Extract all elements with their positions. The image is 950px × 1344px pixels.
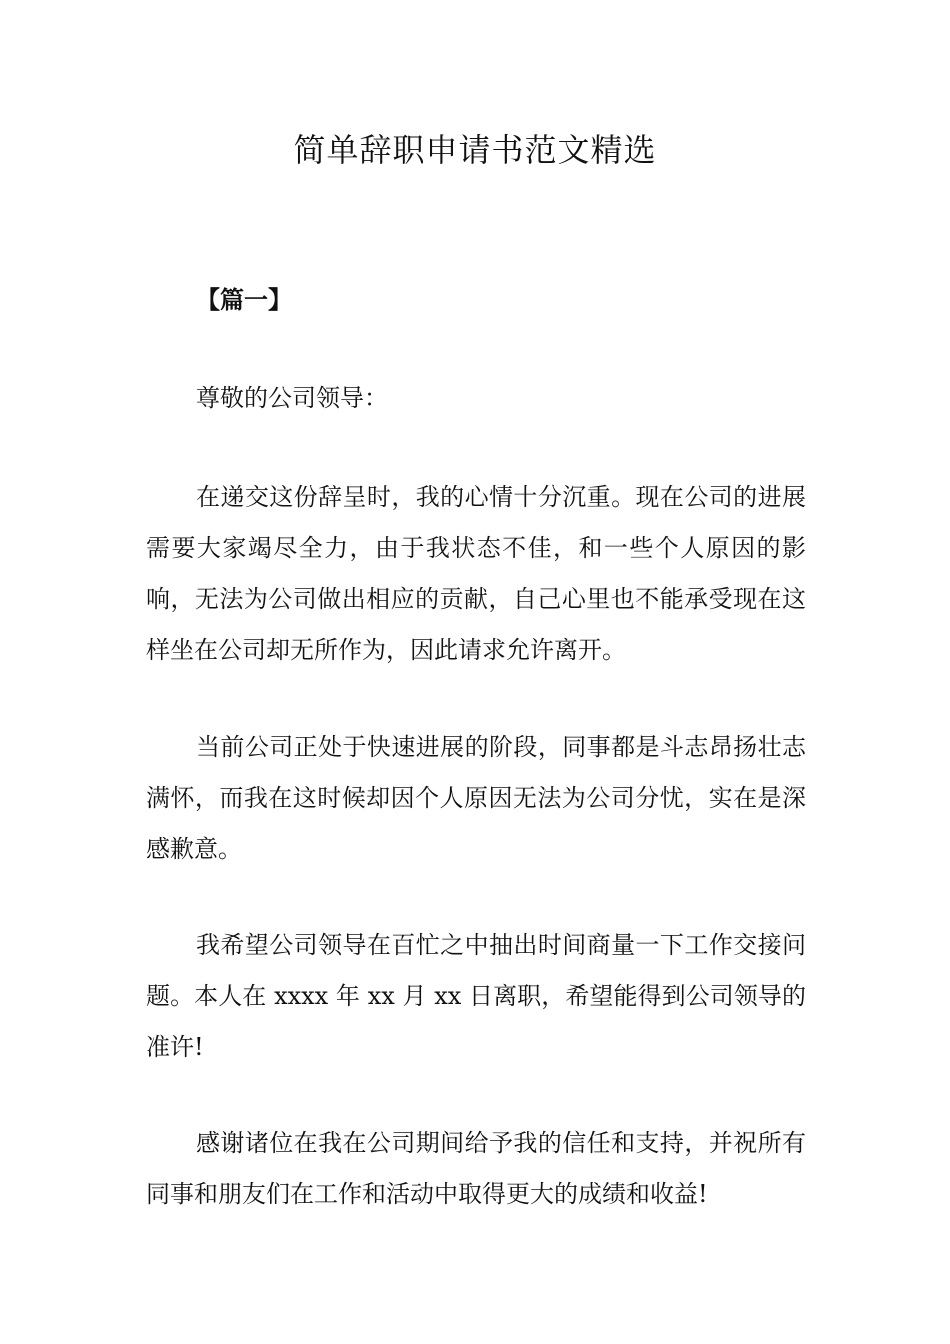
document-title: 简单辞职申请书范文精选: [293, 131, 657, 169]
body-paragraph-4: 感谢诸位在我在公司期间给予我的信任和支持，并祝所有同事和朋友们在工作和活动中取得更大的成绩和收益!: [146, 1129, 806, 1208]
section-heading: 【篇一】: [196, 285, 292, 314]
body-paragraph-1: 在递交这份辞呈时，我的心情十分沉重。现在公司的进展需要大家竭尽全力，由于我状态不佳，和一些个人原因的影响，无法为公司做出相应的贡献，自己心里也不能承受现在这样坐在公司却无所作为，因此请求允许离开。: [146, 483, 806, 664]
body-paragraph-3: 我希望公司领导在百忙之中抽出时间商量一下工作交接问题。本人在 xxxx 年 xx 月 xx 日离职，希望能得到公司领导的准许!: [146, 931, 806, 1061]
salutation: 尊敬的公司领导：: [196, 384, 388, 412]
body-paragraph-2: 当前公司正处于快速进展的阶段，同事都是斗志昂扬壮志满怀，而我在这时候却因个人原因无法为公司分忧，实在是深感歉意。: [146, 733, 806, 863]
